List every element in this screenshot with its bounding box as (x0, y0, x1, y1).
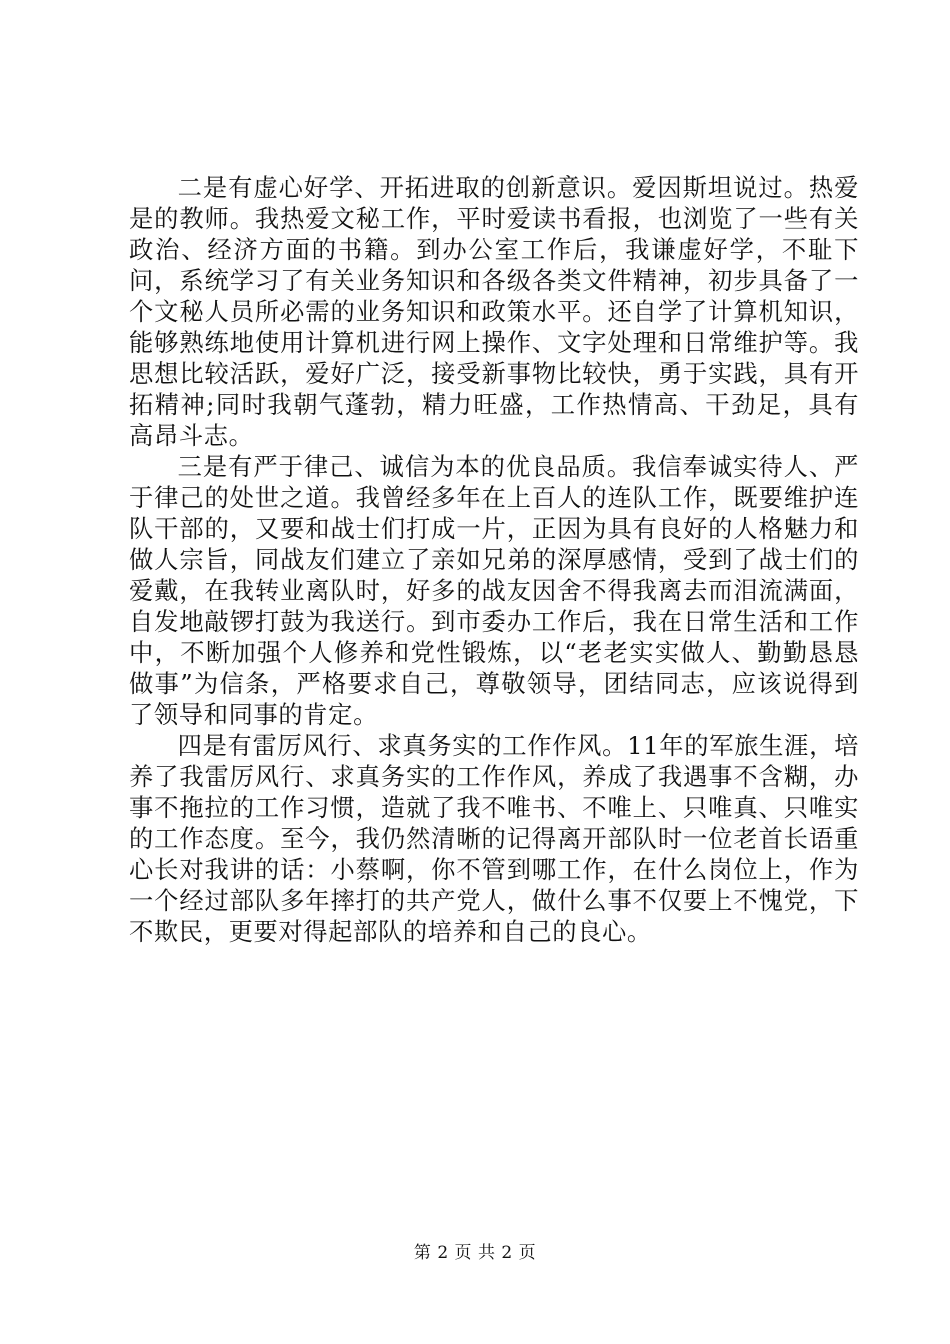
paragraph-integrity: 三是有严于律己、诚信为本的优良品质。我信奉诚实待人、严于律己的处世之道。我曾经多年在上百人的连队工作，既要维护连队干部的，又要和战士们打成一片，正因为具有良好的人格魅力和做人宗旨，同战友们建立了亲如兄弟的深厚感情，受到了战士们的爱戴，在我转业离队时，好多的战友因舍不得我离去而泪流满面，自发地敲锣打鼓为我送行。到市委办工作后，我在日常生活和工作中，不断加强个人修养和党性锻炼，以“老老实实做人、勤勤恳恳做事”为信条，严格要求自己，尊敬领导，团结同志，应该说得到了领导和同事的肯定。 (129, 452, 859, 729)
paragraph-self-learning: 二是有虚心好学、开拓进取的创新意识。爱因斯坦说过。热爱是的教师。我热爱文秘工作，平时爱读书看报，也浏览了一些有关政治、经济方面的书籍。到办公室工作后，我谦虚好学，不耻下问，系统学习了有关业务知识和各级各类文件精神，初步具备了一个文秘人员所必需的业务知识和政策水平。还自学了计算机知识，能够熟练地使用计算机进行网上操作、文字处理和日常维护等。我思想比较活跃，爱好广泛，接受新事物比较快，勇于实践，具有开拓精神;同时我朝气蓬勃，精力旺盛，工作热情高、干劲足，具有高昂斗志。 (129, 173, 859, 450)
page-number-footer: 第 2 页 共 2 页 (413, 1243, 537, 1263)
document-body (129, 172, 859, 947)
paragraph-work-style: 四是有雷厉风行、求真务实的工作作风。11年的军旅生涯，培养了我雷厉风行、求真务实的工作作风，养成了我遇事不含糊，办事不拖拉的工作习惯，造就了我不唯书、不唯上、只唯真、只唯实的工作态度。至今，我仍然清晰的记得离开部队时一位老首长语重心长对我讲的话：小蔡啊，你不管到哪工作，在什么岗位上，作为一个经过部队多年摔打的共产党人，做什么事不仅要上不愧党，下不欺民，更要对得起部队的培养和自己的良心。 (129, 731, 859, 946)
